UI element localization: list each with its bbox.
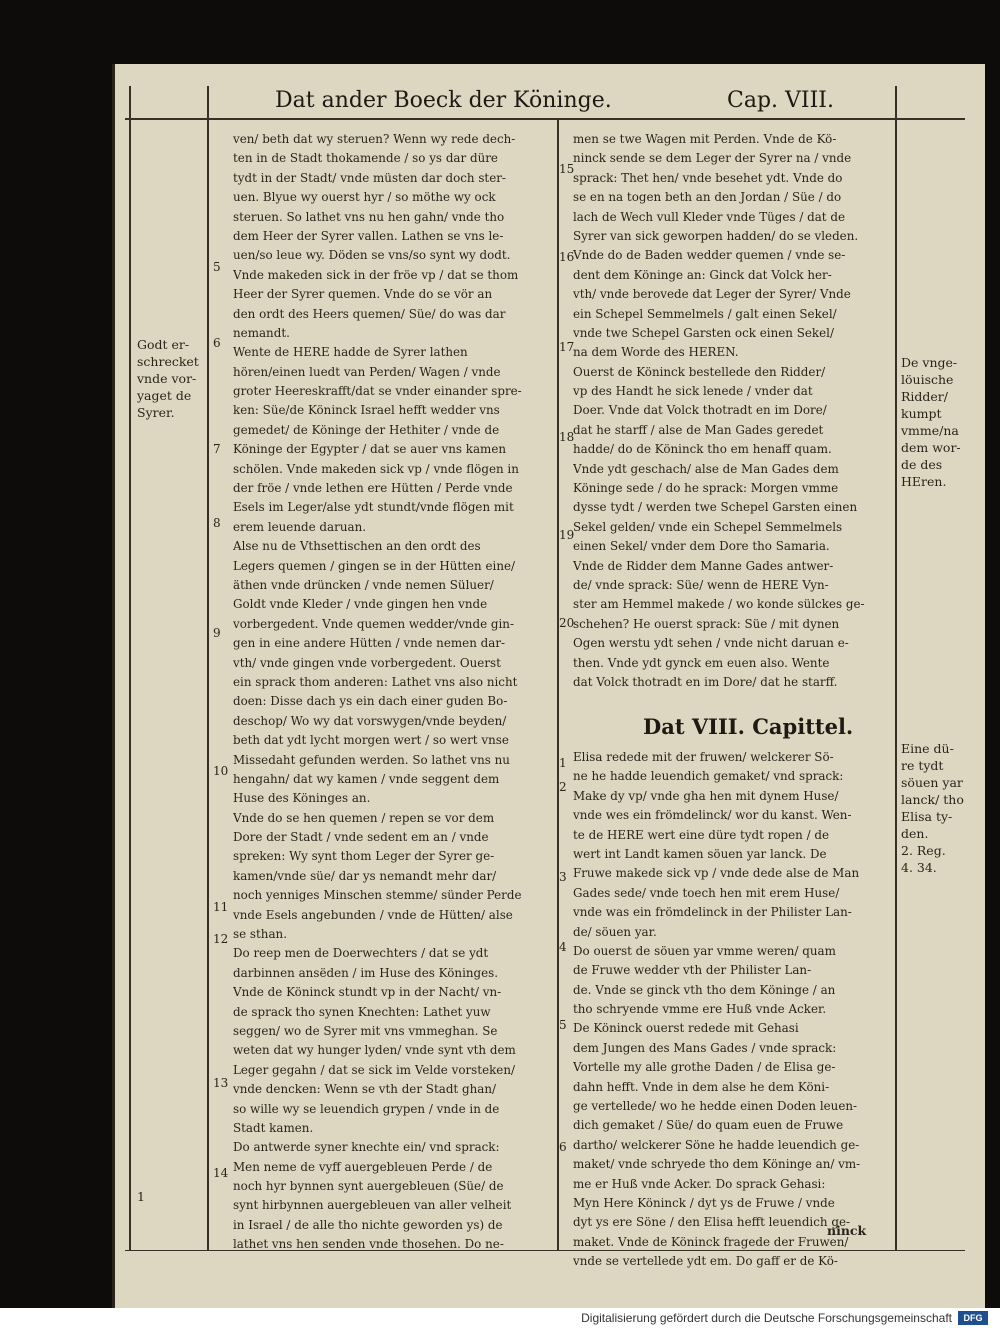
- text-line: ne he hadde leuendich gemaket/ vnd sprack:: [573, 769, 844, 784]
- verse-number: 5: [213, 260, 221, 274]
- text-line: vnde was ein frömdelinck in der Philister Lan-: [573, 905, 852, 920]
- text-line: men se twe Wagen mit Perden. Vnde de Kö-: [573, 132, 837, 146]
- text-line: ninck sende se dem Leger der Syrer na / vnde: [573, 151, 852, 166]
- text-line: noch yenniges Minschen stemme/ sünder Perde: [233, 888, 522, 903]
- text-line: uen. Blyue wy ouerst hyr / so möthe wy ock: [233, 190, 496, 205]
- text-line: ven/ beth dat wy steruen? Wenn wy rede dech-: [233, 132, 516, 146]
- text-line: Stadt kamen.: [233, 1120, 314, 1135]
- text-line: Wente de HERE hadde de Syrer lathen: [233, 345, 468, 360]
- margin-note-line: dem wor-: [901, 440, 961, 455]
- text-line: dysse tydt / werden twe Schepel Garsten einen: [573, 500, 858, 515]
- text-line: vth/ vnde berovede dat Leger der Syrer/ Vnde: [573, 287, 851, 302]
- text-line: Fruwe makede sick vp / vnde dede alse de Man: [573, 866, 860, 881]
- text-line: de/ söuen yar.: [573, 924, 657, 939]
- verse-number: 15: [559, 162, 575, 176]
- text-line: dyt ys ere Söne / den Elisa hefft leuendich ge-: [573, 1215, 851, 1230]
- margin-note-line: re tydt: [901, 758, 944, 773]
- text-line: Leger gegahn / dat se sick im Velde vorsteken/: [233, 1062, 516, 1077]
- text-line: groter Heereskrafft/dat se vnder einander spre-: [233, 384, 522, 399]
- text-line: vnde Esels angebunden / vnde de Hütten/ alse: [233, 907, 513, 922]
- text-line: Doer. Vnde dat Volck thotradt en im Dore/: [573, 403, 827, 418]
- text-line: schölen. Vnde makeden sick vp / vnde flögen in: [233, 461, 519, 476]
- text-line: beth dat ydt lycht morgen wert / so wert vnse: [233, 733, 509, 748]
- verse-number: 8: [213, 516, 221, 530]
- text-line: Legers quemen / gingen se in der Hütten eine/: [233, 558, 516, 573]
- text-line: gemedet/ de Köninge der Hethiter / vnde de: [233, 422, 500, 437]
- text-line: Vnde makeden sick in der fröe vp / dat se thom: [233, 267, 519, 282]
- text-line: Make dy vp/ vnde gha hen mit dynem Huse/: [573, 788, 839, 803]
- text-line: schehen? He ouerst sprack: Süe / mit dynen: [573, 616, 840, 631]
- text-line: ein Schepel Semmelmels / galt einen Sekel/: [573, 306, 837, 321]
- text-line: ken: Süe/de Köninck Israel hefft wedder vns: [233, 403, 500, 418]
- text-line: lach de Wech vull Kleder vnde Tüges / dat de: [573, 209, 846, 224]
- text-line: Do ouerst de söuen yar vmme weren/ quam: [573, 943, 836, 958]
- gutter-left-rule: [207, 86, 209, 1251]
- text-line: Heer der Syrer quemen. Vnde do se vör an: [233, 287, 493, 302]
- text-line: vnde twe Schepel Garsten ock einen Sekel/: [573, 325, 834, 340]
- right-text-column: [573, 130, 893, 692]
- text-line: Dore der Stadt / vnde sedent em an / vnde: [233, 830, 489, 845]
- chapter-heading: Dat VIII. Capittel.: [643, 714, 854, 739]
- verse-number: 17: [559, 340, 575, 354]
- margin-note-line: Eine dü-: [901, 741, 954, 756]
- verse-number: 2: [559, 780, 567, 794]
- text-line: synt hirbynnen auergebleuen van aller velheit: [233, 1198, 512, 1213]
- text-line: der fröe / vnde lethen ere Hütten / Perde vnde: [233, 481, 513, 496]
- margin-note-left: [137, 336, 199, 421]
- margin-note-line: 2. Reg.: [901, 843, 946, 858]
- text-line: lathet vns hen senden vnde thosehen. Do ne-: [233, 1237, 504, 1252]
- text-line: Vnde ydt geschach/ alse de Man Gades dem: [573, 461, 839, 476]
- margin-note-line: Elisa ty-: [901, 809, 953, 824]
- text-line: ge vertellede/ wo he hedde einen Doden leuen-: [573, 1099, 858, 1114]
- text-line: Ouerst de Köninck bestellede den Ridder/: [573, 364, 826, 379]
- signature-mark: 1: [137, 1189, 145, 1204]
- margin-note-line: lanck/ tho: [901, 792, 964, 807]
- text-line: noch hyr bynnen synt auergebleuen (Süe/ de: [233, 1179, 504, 1194]
- text-line: Missedaht gefunden werden. So lathet vns nu: [233, 752, 510, 767]
- verse-number: 13: [213, 1076, 229, 1090]
- chapter-text-column: [573, 748, 893, 1272]
- text-line: Köninge sede / do he sprack: Morgen vmme: [573, 481, 839, 496]
- text-line: vp des Handt he sick lenede / vnder dat: [573, 384, 813, 399]
- text-line: Vortelle my alle grothe Daden / de Elisa ge-: [573, 1060, 836, 1075]
- text-line: sprack: Thet hen/ vnde besehet ydt. Vnde do: [573, 170, 843, 185]
- verse-number: 6: [559, 1140, 567, 1154]
- text-line: maket/ vnde schryede tho dem Köninge an/ vm-: [573, 1157, 861, 1172]
- text-line: Myn Here Köninck / dyt ys de Fruwe / vnde: [573, 1195, 835, 1210]
- text-line: hadde/ do de Köninck tho em henaff quam.: [573, 442, 832, 457]
- text-line: dent dem Köninge an: Ginck dat Volck her-: [573, 267, 832, 282]
- text-line: vorbergedent. Vnde quemen wedder/vnde gin-: [233, 616, 514, 631]
- text-line: maket. Vnde de Köninck fragede der Fruwen/: [573, 1234, 849, 1249]
- text-line: de/ vnde sprack: Süe/ wenn de HERE Vyn-: [573, 577, 829, 592]
- text-line: Do reep men de Doerwechters / dat se ydt: [233, 946, 489, 961]
- margin-note-line: Syrer.: [137, 405, 175, 420]
- text-line: vnde se vertellede ydt em. Do gaff er de Kö-: [573, 1254, 838, 1269]
- verse-number: 5: [559, 1018, 567, 1032]
- margin-note-line: kumpt: [901, 406, 942, 421]
- margin-note-line: schrecket: [137, 354, 199, 369]
- text-line: Köninge der Egypter / dat se auer vns kamen: [233, 442, 507, 457]
- text-line: seggen/ wo de Syrer mit vns vmmeghan. Se: [233, 1023, 498, 1038]
- footer-bar: [0, 1308, 1000, 1328]
- verse-number: 20: [559, 616, 575, 630]
- margin-note-line: Ridder/: [901, 389, 948, 404]
- text-line: Ogen werstu ydt sehen / vnde nicht daruan e-: [573, 636, 849, 651]
- text-line: dich gemaket / Süe/ do quam euen de Fruwe: [573, 1118, 844, 1133]
- text-line: se en na togen beth an den Jordan / Süe / do: [573, 190, 842, 205]
- funding-notice: Digitalisierung gefördert durch die Deutsche Forschungsgemeinschaft: [581, 1311, 952, 1325]
- text-line: weten dat wy hunger lyden/ vnde synt vth dem: [233, 1043, 516, 1058]
- text-line: hören/einen luedt van Perden/ Wagen / vnde: [233, 364, 501, 379]
- text-line: Vnde do de Baden wedder quemen / vnde se-: [573, 248, 846, 263]
- text-line: Syrer van sick geworpen hadden/ do se vleden.: [573, 228, 859, 243]
- text-line: kamen/vnde süe/ dar ys nemandt mehr dar/: [233, 868, 497, 883]
- text-line: so wille wy se leuendich grypen / vnde in de: [233, 1101, 500, 1116]
- text-line: Men neme de vyff auergebleuen Perde / de: [233, 1159, 493, 1174]
- text-line: dem Jungen des Mans Gades / vnde sprack:: [573, 1040, 837, 1055]
- text-line: de. Vnde se ginck vth tho dem Köninge / an: [573, 982, 836, 997]
- text-line: in Israel / de alle tho nichte geworden ys) de: [233, 1217, 503, 1232]
- chapter-label: Cap. VIII.: [727, 88, 834, 113]
- column-divider-rule: [557, 120, 559, 1251]
- left-text-column: [233, 130, 553, 1255]
- verse-number: 9: [213, 626, 221, 640]
- margin-note-right-bottom: [901, 740, 964, 876]
- book-page: [112, 64, 985, 1308]
- text-line: ten in de Stadt thokamende / so ys dar düre: [233, 151, 498, 166]
- text-line: gen in eine andere Hütten / vnde nemen dar-: [233, 636, 506, 651]
- gutter-right-rule: [895, 86, 897, 1251]
- margin-note-line: löuische: [901, 372, 954, 387]
- margin-note-line: vnde vor-: [137, 371, 197, 386]
- text-line: äthen vnde drüncken / vnde nemen Süluer/: [233, 577, 494, 592]
- text-line: dartho/ welckerer Söne he hadde leuendich ge-: [573, 1137, 860, 1152]
- text-line: erem leuende daruan.: [233, 519, 367, 534]
- text-line: Do antwerde syner knechte ein/ vnd sprack:: [233, 1140, 500, 1155]
- text-line: Elisa redede mit der fruwen/ welckerer Sö-: [573, 750, 834, 764]
- margin-note-line: den.: [901, 826, 929, 841]
- margin-note-line: HEren.: [901, 474, 947, 489]
- text-line: te de HERE wert eine düre tydt ropen / de: [573, 827, 830, 842]
- text-line: deschop/ Wo wy dat vorswygen/vnde beyden/: [233, 713, 507, 728]
- verse-number: 7: [213, 442, 221, 456]
- text-line: ein sprack thom anderen: Lathet vns also nicht: [233, 674, 518, 689]
- text-line: dat Volck thotradt en im Dore/ dat he starff.: [573, 674, 838, 689]
- text-line: Gades sede/ vnde toech hen mit erem Huse/: [573, 885, 840, 900]
- text-line: einen Sekel/ vnder dem Dore tho Samaria.: [573, 539, 830, 554]
- running-title: Dat ander Boeck der Köninge.: [275, 88, 612, 113]
- verse-number: 16: [559, 250, 575, 264]
- verse-number: 4: [559, 940, 567, 954]
- text-line: Alse nu de Vthsettischen an den ordt des: [233, 539, 481, 554]
- verse-number: 1: [559, 756, 567, 770]
- margin-note-right-top: [901, 354, 961, 490]
- text-line: De Köninck ouerst redede mit Gehasi: [573, 1021, 799, 1036]
- verse-number: 12: [213, 932, 229, 946]
- text-line: vnde dencken: Wenn se vth der Stadt ghan/: [233, 1082, 497, 1097]
- text-line: wert int Landt kamen söuen yar lanck. De: [573, 846, 827, 861]
- catchword: ninck: [827, 1223, 867, 1238]
- text-line: dat he starff / alse de Man Gades geredet: [573, 422, 824, 437]
- verse-number: 10: [213, 764, 229, 778]
- text-line: tho schryende vmme ere Huß vnde Acker.: [573, 1002, 827, 1017]
- text-line: den ordt des Heers quemen/ Süe/ do was dar: [233, 306, 506, 321]
- text-line: nemandt.: [233, 325, 290, 340]
- text-line: Goldt vnde Kleder / vnde gingen hen vnde: [233, 597, 488, 612]
- margin-note-line: söuen yar: [901, 775, 963, 790]
- margin-note-line: De vnge-: [901, 355, 958, 370]
- text-line: de sprack tho synen Knechten: Lathet yuw: [233, 1004, 491, 1019]
- verse-number: 18: [559, 430, 575, 444]
- text-line: vth/ vnde gingen vnde vorbergedent. Ouerst: [233, 655, 501, 670]
- text-line: Esels im Leger/alse ydt stundt/vnde flögen mit: [233, 500, 514, 515]
- text-line: me er Huß vnde Acker. Do sprack Gehasi:: [573, 1176, 826, 1191]
- text-line: Vnde de Köninck stundt vp in der Nacht/ vn-: [233, 985, 502, 1000]
- verse-number: 6: [213, 336, 221, 350]
- text-line: steruen. So lathet vns nu hen gahn/ vnde tho: [233, 209, 505, 224]
- text-line: then. Vnde ydt gynck em euen also. Wente: [573, 655, 830, 670]
- top-rule: [125, 118, 965, 120]
- text-line: vnde wes ein frömdelinck/ wor du kanst. Wen-: [573, 808, 852, 823]
- text-line: ster am Hemmel makede / wo konde sülckes ge-: [573, 597, 865, 612]
- text-line: se sthan.: [233, 927, 287, 942]
- verse-number: 14: [213, 1166, 229, 1180]
- margin-note-line: vmme/na: [901, 423, 959, 438]
- text-line: dem Heer der Syrer vallen. Lathen se vns le-: [233, 228, 504, 243]
- text-line: Vnde do se hen quemen / repen se vor dem: [233, 810, 495, 825]
- text-line: Vnde de Ridder dem Manne Gades antwer-: [573, 558, 834, 573]
- outer-left-rule: [129, 86, 131, 1251]
- text-line: doen: Disse dach ys ein dach einer guden Bo-: [233, 694, 508, 709]
- margin-note-line: yaget de: [137, 388, 192, 403]
- verse-number: 3: [559, 870, 567, 884]
- verse-number: 19: [559, 528, 575, 542]
- text-line: darbinnen ansëden / im Huse des Köninges.: [233, 965, 499, 980]
- margin-note-line: de des: [901, 457, 943, 472]
- margin-note-line: 4. 34.: [901, 860, 937, 875]
- text-line: spreken: Wy synt thom Leger der Syrer ge-: [233, 849, 495, 864]
- text-line: na dem Worde des HEREN.: [573, 345, 739, 360]
- dfg-logo: DFG: [958, 1311, 988, 1325]
- text-line: de Fruwe wedder vth der Philister Lan-: [573, 963, 812, 978]
- text-line: Huse des Köninges an.: [233, 791, 371, 806]
- text-line: hengahn/ dat wy kamen / vnde seggent dem: [233, 771, 500, 786]
- text-line: tydt in der Stadt/ vnde müsten dar doch ster-: [233, 170, 506, 185]
- margin-note-line: Godt er-: [137, 337, 190, 352]
- text-line: uen/so leue wy. Döden se vns/so synt wy dodt.: [233, 248, 511, 263]
- text-line: Sekel gelden/ vnde ein Schepel Semmelmels: [573, 519, 843, 534]
- verse-number: 11: [213, 900, 229, 914]
- text-line: dahn hefft. Vnde in dem alse he dem Köni-: [573, 1079, 830, 1094]
